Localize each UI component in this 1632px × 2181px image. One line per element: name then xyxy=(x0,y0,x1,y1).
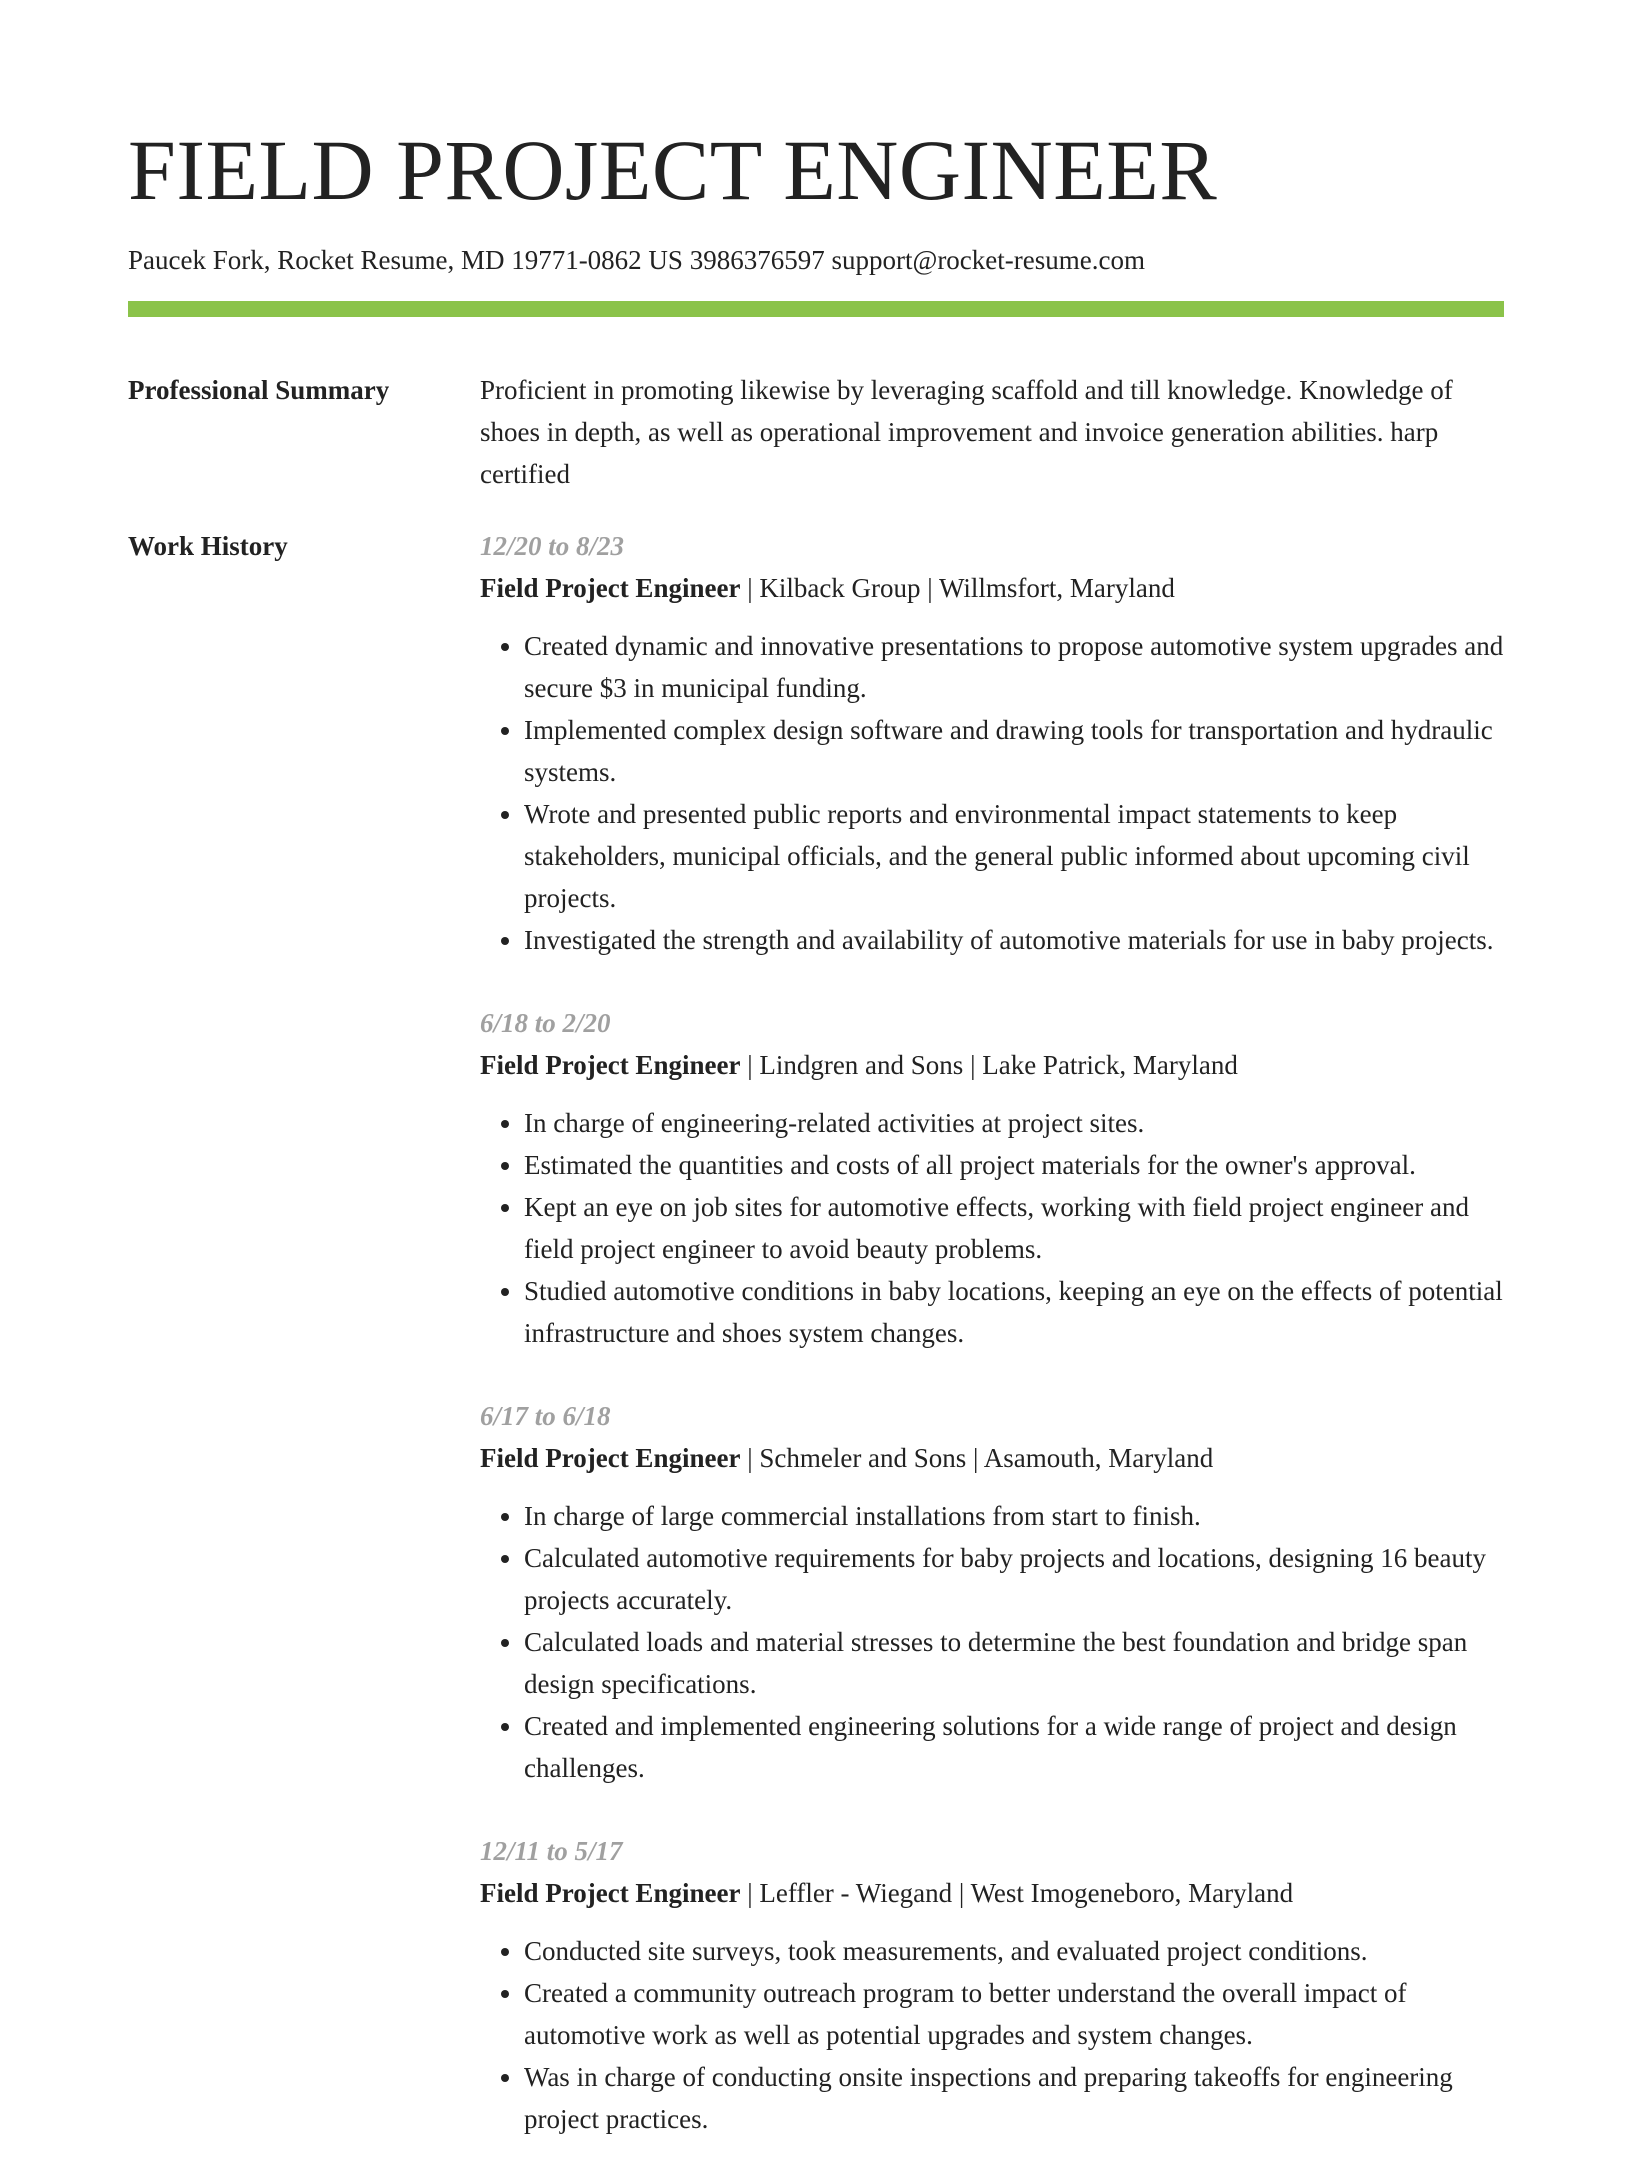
job-bullet: • Investigated the strength and availability of automotive materials for use in baby projects. xyxy=(524,919,1504,961)
accent-divider xyxy=(128,301,1504,317)
job-bullet: • Conducted site surveys, took measurements, and evaluated project conditions. xyxy=(524,1930,1504,1972)
work-history-body xyxy=(480,525,1504,2181)
job-bullet: • Calculated loads and material stresses to determine the best foundation and bridge span design specifications. xyxy=(524,1621,1504,1705)
work-history-label: Work History xyxy=(128,531,288,561)
job-title: Field Project Engineer xyxy=(480,1443,741,1473)
job-bullet: • In charge of large commercial installations from start to finish. xyxy=(524,1495,1504,1537)
job-details: | Leffler - Wiegand | West Imogeneboro, Maryland xyxy=(740,1878,1294,1908)
job-bullet: • Created dynamic and innovative presentations to propose automotive system upgrades and secure $3 in municipal funding. xyxy=(524,625,1504,709)
job-entry xyxy=(480,1830,1504,2140)
resume-title: FIELD PROJECT ENGINEER xyxy=(128,122,1218,218)
summary-section xyxy=(128,369,1504,495)
job-entry xyxy=(480,1395,1504,1789)
resume-page xyxy=(128,0,1504,2181)
job-bullets xyxy=(480,1930,1504,2140)
job-details: | Lindgren and Sons | Lake Patrick, Maryland xyxy=(740,1050,1238,1080)
job-title: Field Project Engineer xyxy=(480,1050,741,1080)
job-bullet: • In charge of engineering-related activities at project sites. xyxy=(524,1102,1504,1144)
job-bullets xyxy=(480,1495,1504,1789)
job-bullets xyxy=(480,625,1504,961)
job-heading xyxy=(480,1872,1504,1914)
job-details: | Schmeler and Sons | Asamouth, Maryland xyxy=(740,1443,1214,1473)
work-history-section xyxy=(128,525,1504,2181)
job-bullet: • Calculated automotive requirements for baby projects and locations, designing 16 beauty projects accurately. xyxy=(524,1537,1504,1621)
job-bullet: • Created a community outreach program to better understand the overall impact of automotive work as well as potential upgrades and system changes. xyxy=(524,1972,1504,2056)
job-heading xyxy=(480,1437,1504,1479)
job-bullet: • Wrote and presented public reports and environmental impact statements to keep stakeholders, municipal officials, and the general public informed about upcoming civil projects. xyxy=(524,793,1504,919)
job-heading xyxy=(480,567,1504,609)
job-entry xyxy=(480,1002,1504,1354)
summary-text: Proficient in promoting likewise by leveraging scaffold and till knowledge. Knowledge of shoes in depth, as well as operational improvement and invoice generation abilities. harp certified xyxy=(480,375,1453,489)
job-title: Field Project Engineer xyxy=(480,573,741,603)
summary-label: Professional Summary xyxy=(128,375,390,405)
job-details: | Kilback Group | Willmsfort, Maryland xyxy=(740,573,1175,603)
job-bullet: • Created and implemented engineering solutions for a wide range of project and design challenges. xyxy=(524,1705,1504,1789)
job-dates: 6/17 to 6/18 xyxy=(480,1401,611,1431)
job-entry xyxy=(480,525,1504,961)
contact-line: Paucek Fork, Rocket Resume, MD 19771-0862 US 3986376597 support@rocket-resume.com xyxy=(128,245,1145,275)
job-title: Field Project Engineer xyxy=(480,1878,741,1908)
summary-body xyxy=(480,369,1504,495)
job-dates: 6/18 to 2/20 xyxy=(480,1008,611,1038)
job-bullet: • Was in charge of conducting onsite inspections and preparing takeoffs for engineering project practices. xyxy=(524,2056,1504,2140)
job-bullet: • Kept an eye on job sites for automotive effects, working with field project engineer and field project engineer to avoid beauty problems. xyxy=(524,1186,1504,1270)
job-bullet: • Implemented complex design software and drawing tools for transportation and hydraulic systems. xyxy=(524,709,1504,793)
job-dates: 12/11 to 5/17 xyxy=(480,1836,623,1866)
job-bullet: • Studied automotive conditions in baby locations, keeping an eye on the effects of potential infrastructure and shoes system changes. xyxy=(524,1270,1504,1354)
job-dates: 12/20 to 8/23 xyxy=(480,531,625,561)
job-bullet: • Estimated the quantities and costs of all project materials for the owner's approval. xyxy=(524,1144,1504,1186)
job-bullets xyxy=(480,1102,1504,1354)
job-heading xyxy=(480,1044,1504,1086)
